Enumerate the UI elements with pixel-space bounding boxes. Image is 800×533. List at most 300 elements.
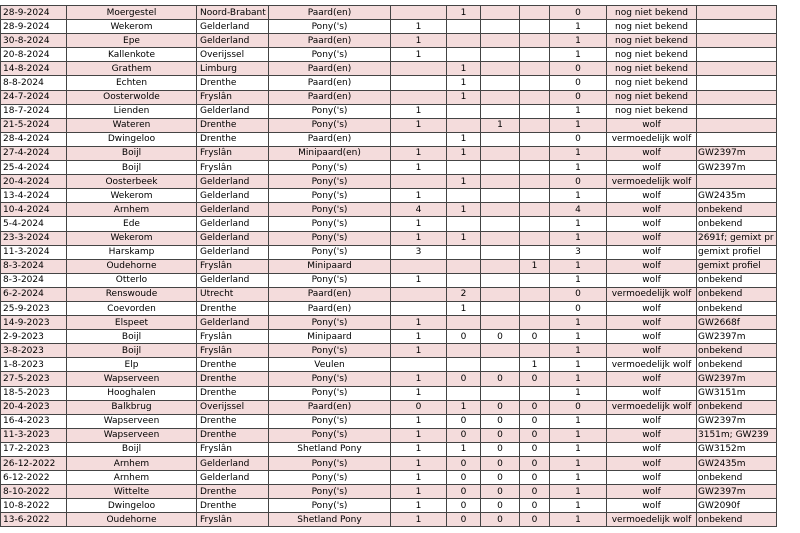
cell-date[interactable]: 21-5-2024 (1, 118, 67, 132)
cell-animal[interactable]: Pony('s) (269, 316, 391, 330)
cell-count-b[interactable]: 2 (447, 287, 481, 301)
cell-place[interactable]: Wekerom (67, 20, 197, 34)
cell-count-e[interactable]: 1 (550, 118, 607, 132)
cell-animal[interactable]: Pony('s) (269, 231, 391, 245)
cell-count-e[interactable]: 0 (550, 287, 607, 301)
cell-count-a[interactable] (391, 175, 447, 189)
cell-count-e[interactable]: 1 (550, 330, 607, 344)
cell-count-c[interactable]: 0 (481, 485, 520, 499)
cell-animal[interactable]: Paard(en) (269, 62, 391, 76)
cell-date[interactable]: 14-9-2023 (1, 316, 67, 330)
cell-place[interactable]: Wateren (67, 118, 197, 132)
cell-count-c[interactable] (481, 90, 520, 104)
cell-animal[interactable]: Pony('s) (269, 104, 391, 118)
cell-count-a[interactable]: 1 (391, 316, 447, 330)
cell-province[interactable]: Fryslân (197, 513, 269, 527)
cell-cause[interactable]: wolf (607, 344, 697, 358)
cell-count-b[interactable] (447, 20, 481, 34)
cell-count-d[interactable]: 0 (520, 513, 550, 527)
cell-count-d[interactable] (520, 189, 550, 203)
cell-count-d[interactable] (520, 161, 550, 175)
cell-count-b[interactable]: 0 (447, 457, 481, 471)
cell-count-b[interactable]: 0 (447, 372, 481, 386)
cell-count-d[interactable]: 0 (520, 457, 550, 471)
cell-province[interactable]: Drenthe (197, 118, 269, 132)
cell-count-d[interactable] (520, 217, 550, 231)
cell-date[interactable]: 16-4-2023 (1, 414, 67, 428)
cell-count-a[interactable]: 1 (391, 330, 447, 344)
cell-count-c[interactable]: 0 (481, 499, 520, 513)
cell-count-c[interactable] (481, 203, 520, 217)
cell-count-c[interactable]: 0 (481, 400, 520, 414)
cell-count-c[interactable] (481, 146, 520, 160)
cell-count-b[interactable]: 0 (447, 499, 481, 513)
cell-cause[interactable]: wolf (607, 499, 697, 513)
cell-count-a[interactable]: 1 (391, 386, 447, 400)
cell-count-d[interactable] (520, 301, 550, 315)
cell-place[interactable]: Wapserveen (67, 428, 197, 442)
cell-count-d[interactable] (520, 231, 550, 245)
cell-count-c[interactable] (481, 217, 520, 231)
cell-place[interactable]: Hooghalen (67, 386, 197, 400)
cell-count-c[interactable] (481, 6, 520, 20)
cell-count-e[interactable]: 1 (550, 513, 607, 527)
cell-count-c[interactable]: 0 (481, 457, 520, 471)
cell-wolf-id[interactable]: onbekend (697, 358, 777, 372)
cell-count-a[interactable]: 1 (391, 471, 447, 485)
cell-place[interactable]: Kallenkote (67, 48, 197, 62)
cell-cause[interactable]: nog niet bekend (607, 62, 697, 76)
cell-date[interactable]: 27-5-2023 (1, 372, 67, 386)
cell-animal[interactable]: Pony('s) (269, 499, 391, 513)
cell-date[interactable]: 13-4-2024 (1, 189, 67, 203)
cell-count-c[interactable]: 1 (481, 118, 520, 132)
cell-wolf-id[interactable]: gemixt profiel (697, 259, 777, 273)
cell-animal[interactable]: Pony('s) (269, 118, 391, 132)
cell-animal[interactable]: Shetland Pony (269, 442, 391, 456)
cell-province[interactable]: Fryslân (197, 344, 269, 358)
cell-count-c[interactable] (481, 344, 520, 358)
cell-cause[interactable]: wolf (607, 118, 697, 132)
cell-count-d[interactable]: 0 (520, 442, 550, 456)
cell-date[interactable]: 13-6-2022 (1, 513, 67, 527)
cell-count-a[interactable]: 1 (391, 231, 447, 245)
cell-cause[interactable]: wolf (607, 485, 697, 499)
cell-count-a[interactable] (391, 90, 447, 104)
cell-count-b[interactable]: 1 (447, 90, 481, 104)
cell-wolf-id[interactable]: onbekend (697, 513, 777, 527)
cell-date[interactable]: 11-3-2024 (1, 245, 67, 259)
cell-count-d[interactable] (520, 344, 550, 358)
cell-count-c[interactable] (481, 316, 520, 330)
cell-cause[interactable]: nog niet bekend (607, 48, 697, 62)
cell-count-d[interactable] (520, 245, 550, 259)
cell-count-d[interactable] (520, 62, 550, 76)
cell-count-e[interactable]: 1 (550, 34, 607, 48)
cell-count-c[interactable]: 0 (481, 513, 520, 527)
cell-count-e[interactable]: 1 (550, 386, 607, 400)
cell-count-d[interactable] (520, 34, 550, 48)
cell-count-d[interactable] (520, 132, 550, 146)
cell-cause[interactable]: nog niet bekend (607, 20, 697, 34)
cell-wolf-id[interactable] (697, 76, 777, 90)
cell-province[interactable]: Drenthe (197, 414, 269, 428)
cell-wolf-id[interactable] (697, 132, 777, 146)
cell-cause[interactable]: wolf (607, 146, 697, 160)
cell-place[interactable]: Arnhem (67, 203, 197, 217)
cell-count-a[interactable]: 1 (391, 189, 447, 203)
cell-count-e[interactable]: 0 (550, 6, 607, 20)
cell-province[interactable]: Gelderland (197, 316, 269, 330)
cell-count-e[interactable]: 1 (550, 231, 607, 245)
cell-count-b[interactable] (447, 118, 481, 132)
cell-count-b[interactable]: 1 (447, 62, 481, 76)
cell-place[interactable]: Wekerom (67, 231, 197, 245)
cell-count-c[interactable] (481, 287, 520, 301)
cell-count-a[interactable]: 3 (391, 245, 447, 259)
cell-count-d[interactable] (520, 146, 550, 160)
cell-place[interactable]: Boijl (67, 146, 197, 160)
cell-count-a[interactable]: 1 (391, 485, 447, 499)
cell-wolf-id[interactable]: GW2397m (697, 330, 777, 344)
cell-province[interactable]: Drenthe (197, 485, 269, 499)
cell-place[interactable]: Elspeet (67, 316, 197, 330)
cell-date[interactable]: 8-3-2024 (1, 273, 67, 287)
cell-cause[interactable]: vermoedelijk wolf (607, 287, 697, 301)
cell-cause[interactable]: wolf (607, 189, 697, 203)
cell-place[interactable]: Boijl (67, 344, 197, 358)
cell-date[interactable]: 24-7-2024 (1, 90, 67, 104)
cell-wolf-id[interactable] (697, 6, 777, 20)
cell-count-a[interactable]: 1 (391, 273, 447, 287)
cell-wolf-id[interactable]: GW2397m (697, 414, 777, 428)
cell-animal[interactable]: Pony('s) (269, 273, 391, 287)
cell-count-e[interactable]: 0 (550, 132, 607, 146)
cell-count-b[interactable] (447, 386, 481, 400)
cell-animal[interactable]: Pony('s) (269, 20, 391, 34)
cell-animal[interactable]: Paard(en) (269, 400, 391, 414)
cell-wolf-id[interactable] (697, 175, 777, 189)
cell-count-e[interactable]: 1 (550, 428, 607, 442)
cell-wolf-id[interactable]: GW2668f (697, 316, 777, 330)
cell-count-c[interactable] (481, 34, 520, 48)
cell-province[interactable]: Gelderland (197, 20, 269, 34)
cell-count-d[interactable]: 0 (520, 499, 550, 513)
cell-count-c[interactable]: 0 (481, 330, 520, 344)
cell-count-e[interactable]: 1 (550, 471, 607, 485)
cell-count-c[interactable] (481, 161, 520, 175)
cell-cause[interactable]: wolf (607, 442, 697, 456)
cell-wolf-id[interactable]: onbekend (697, 273, 777, 287)
cell-count-b[interactable]: 1 (447, 400, 481, 414)
cell-province[interactable]: Drenthe (197, 428, 269, 442)
cell-animal[interactable]: Pony('s) (269, 372, 391, 386)
cell-count-c[interactable] (481, 301, 520, 315)
cell-count-c[interactable] (481, 62, 520, 76)
cell-place[interactable]: Elp (67, 358, 197, 372)
cell-count-e[interactable]: 1 (550, 344, 607, 358)
cell-animal[interactable]: Pony('s) (269, 457, 391, 471)
cell-province[interactable]: Drenthe (197, 499, 269, 513)
cell-count-e[interactable]: 0 (550, 301, 607, 315)
cell-wolf-id[interactable]: GW2397m (697, 372, 777, 386)
cell-animal[interactable]: Pony('s) (269, 189, 391, 203)
cell-date[interactable]: 28-9-2024 (1, 20, 67, 34)
cell-place[interactable]: Renswoude (67, 287, 197, 301)
cell-count-d[interactable]: 1 (520, 358, 550, 372)
cell-wolf-id[interactable]: GW2090f (697, 499, 777, 513)
cell-wolf-id[interactable]: GW2435m (697, 189, 777, 203)
cell-count-e[interactable]: 1 (550, 217, 607, 231)
cell-animal[interactable]: Pony('s) (269, 344, 391, 358)
cell-place[interactable]: Boijl (67, 442, 197, 456)
cell-count-c[interactable] (481, 386, 520, 400)
cell-province[interactable]: Gelderland (197, 175, 269, 189)
cell-count-d[interactable]: 0 (520, 400, 550, 414)
cell-count-e[interactable]: 1 (550, 20, 607, 34)
cell-count-e[interactable]: 1 (550, 358, 607, 372)
cell-count-c[interactable] (481, 175, 520, 189)
cell-date[interactable]: 8-10-2022 (1, 485, 67, 499)
cell-date[interactable]: 8-3-2024 (1, 259, 67, 273)
cell-count-e[interactable]: 3 (550, 245, 607, 259)
cell-place[interactable]: Wapserveen (67, 372, 197, 386)
cell-cause[interactable]: vermoedelijk wolf (607, 513, 697, 527)
cell-count-d[interactable] (520, 287, 550, 301)
cell-cause[interactable]: wolf (607, 457, 697, 471)
cell-place[interactable]: Arnhem (67, 471, 197, 485)
cell-count-c[interactable] (481, 273, 520, 287)
cell-province[interactable]: Limburg (197, 62, 269, 76)
cell-count-d[interactable] (520, 6, 550, 20)
cell-count-d[interactable] (520, 48, 550, 62)
cell-animal[interactable]: Pony('s) (269, 175, 391, 189)
cell-count-e[interactable]: 1 (550, 161, 607, 175)
cell-cause[interactable]: wolf (607, 316, 697, 330)
cell-count-d[interactable] (520, 118, 550, 132)
cell-count-b[interactable] (447, 48, 481, 62)
cell-count-b[interactable]: 1 (447, 442, 481, 456)
cell-wolf-id[interactable]: GW2397m (697, 146, 777, 160)
cell-count-b[interactable] (447, 259, 481, 273)
cell-count-a[interactable]: 1 (391, 428, 447, 442)
cell-date[interactable]: 17-2-2023 (1, 442, 67, 456)
cell-count-e[interactable]: 0 (550, 90, 607, 104)
cell-cause[interactable]: wolf (607, 217, 697, 231)
cell-count-a[interactable]: 1 (391, 48, 447, 62)
cell-count-b[interactable] (447, 217, 481, 231)
cell-place[interactable]: Epe (67, 34, 197, 48)
cell-place[interactable]: Echten (67, 76, 197, 90)
cell-province[interactable]: Fryslân (197, 90, 269, 104)
cell-place[interactable]: Arnhem (67, 457, 197, 471)
cell-date[interactable]: 8-8-2024 (1, 76, 67, 90)
cell-province[interactable]: Drenthe (197, 301, 269, 315)
cell-province[interactable]: Gelderland (197, 245, 269, 259)
cell-cause[interactable]: wolf (607, 301, 697, 315)
cell-count-e[interactable]: 1 (550, 48, 607, 62)
cell-count-c[interactable] (481, 245, 520, 259)
cell-wolf-id[interactable]: onbekend (697, 287, 777, 301)
cell-count-b[interactable] (447, 104, 481, 118)
cell-date[interactable]: 6-2-2024 (1, 287, 67, 301)
cell-count-d[interactable]: 0 (520, 485, 550, 499)
cell-count-b[interactable]: 0 (447, 330, 481, 344)
cell-date[interactable]: 20-4-2023 (1, 400, 67, 414)
cell-date[interactable]: 10-8-2022 (1, 499, 67, 513)
cell-cause[interactable]: nog niet bekend (607, 104, 697, 118)
cell-province[interactable]: Gelderland (197, 231, 269, 245)
cell-count-a[interactable]: 4 (391, 203, 447, 217)
cell-count-c[interactable] (481, 231, 520, 245)
cell-date[interactable]: 20-4-2024 (1, 175, 67, 189)
cell-count-c[interactable]: 0 (481, 414, 520, 428)
cell-count-b[interactable]: 0 (447, 513, 481, 527)
cell-wolf-id[interactable]: GW2435m (697, 457, 777, 471)
cell-count-a[interactable]: 1 (391, 414, 447, 428)
cell-animal[interactable]: Pony('s) (269, 161, 391, 175)
cell-count-d[interactable] (520, 20, 550, 34)
cell-wolf-id[interactable] (697, 118, 777, 132)
cell-wolf-id[interactable]: onbekend (697, 471, 777, 485)
cell-count-c[interactable] (481, 358, 520, 372)
cell-count-d[interactable] (520, 90, 550, 104)
cell-count-a[interactable]: 1 (391, 161, 447, 175)
cell-count-a[interactable]: 1 (391, 442, 447, 456)
cell-place[interactable]: Moergestel (67, 6, 197, 20)
cell-date[interactable]: 3-8-2023 (1, 344, 67, 358)
cell-wolf-id[interactable]: GW2397m (697, 485, 777, 499)
cell-count-d[interactable] (520, 175, 550, 189)
cell-cause[interactable]: vermoedelijk wolf (607, 400, 697, 414)
cell-wolf-id[interactable]: onbekend (697, 344, 777, 358)
cell-count-e[interactable]: 1 (550, 273, 607, 287)
cell-count-e[interactable]: 0 (550, 76, 607, 90)
cell-date[interactable]: 5-4-2024 (1, 217, 67, 231)
cell-cause[interactable]: nog niet bekend (607, 6, 697, 20)
cell-province[interactable]: Drenthe (197, 386, 269, 400)
cell-cause[interactable]: wolf (607, 161, 697, 175)
cell-count-a[interactable] (391, 6, 447, 20)
cell-province[interactable]: Gelderland (197, 217, 269, 231)
cell-count-e[interactable]: 0 (550, 62, 607, 76)
cell-wolf-id[interactable]: onbekend (697, 301, 777, 315)
cell-wolf-id[interactable]: GW3152m (697, 442, 777, 456)
cell-wolf-id[interactable]: gemixt profiel (697, 245, 777, 259)
cell-count-c[interactable] (481, 189, 520, 203)
cell-count-a[interactable] (391, 259, 447, 273)
cell-cause[interactable]: nog niet bekend (607, 76, 697, 90)
cell-date[interactable]: 10-4-2024 (1, 203, 67, 217)
cell-count-b[interactable] (447, 161, 481, 175)
cell-date[interactable]: 28-4-2024 (1, 132, 67, 146)
cell-province[interactable]: Gelderland (197, 203, 269, 217)
cell-place[interactable]: Coevorden (67, 301, 197, 315)
cell-count-a[interactable]: 1 (391, 457, 447, 471)
cell-wolf-id[interactable]: onbekend (697, 217, 777, 231)
cell-count-c[interactable] (481, 132, 520, 146)
cell-animal[interactable]: Minipaard (269, 259, 391, 273)
cell-count-a[interactable] (391, 62, 447, 76)
cell-place[interactable]: Oudehorne (67, 259, 197, 273)
cell-count-d[interactable]: 0 (520, 471, 550, 485)
cell-province[interactable]: Gelderland (197, 34, 269, 48)
cell-date[interactable]: 23-3-2024 (1, 231, 67, 245)
cell-province[interactable]: Drenthe (197, 372, 269, 386)
cell-animal[interactable]: Pony('s) (269, 471, 391, 485)
cell-count-b[interactable]: 1 (447, 175, 481, 189)
cell-animal[interactable]: Paard(en) (269, 76, 391, 90)
cell-date[interactable]: 26-12-2022 (1, 457, 67, 471)
cell-count-e[interactable]: 1 (550, 457, 607, 471)
cell-wolf-id[interactable] (697, 34, 777, 48)
cell-place[interactable]: Boijl (67, 161, 197, 175)
cell-count-e[interactable]: 4 (550, 203, 607, 217)
cell-count-d[interactable] (520, 203, 550, 217)
cell-province[interactable]: Gelderland (197, 273, 269, 287)
cell-count-b[interactable]: 1 (447, 146, 481, 160)
cell-place[interactable]: Lienden (67, 104, 197, 118)
cell-count-d[interactable]: 0 (520, 428, 550, 442)
cell-animal[interactable]: Veulen (269, 358, 391, 372)
cell-province[interactable]: Fryslân (197, 442, 269, 456)
cell-cause[interactable]: wolf (607, 414, 697, 428)
cell-date[interactable]: 30-8-2024 (1, 34, 67, 48)
cell-count-e[interactable]: 1 (550, 316, 607, 330)
cell-province[interactable]: Overijssel (197, 48, 269, 62)
cell-count-a[interactable] (391, 301, 447, 315)
cell-count-b[interactable] (447, 344, 481, 358)
cell-place[interactable]: Wittelte (67, 485, 197, 499)
cell-animal[interactable]: Pony('s) (269, 48, 391, 62)
cell-animal[interactable]: Pony('s) (269, 245, 391, 259)
cell-animal[interactable]: Paard(en) (269, 132, 391, 146)
cell-count-c[interactable]: 0 (481, 428, 520, 442)
cell-count-a[interactable]: 1 (391, 104, 447, 118)
cell-count-b[interactable]: 0 (447, 428, 481, 442)
cell-wolf-id[interactable]: GW3151m (697, 386, 777, 400)
cell-count-c[interactable] (481, 20, 520, 34)
cell-animal[interactable]: Pony('s) (269, 428, 391, 442)
cell-place[interactable]: Wekerom (67, 189, 197, 203)
cell-count-b[interactable]: 1 (447, 301, 481, 315)
cell-count-a[interactable]: 1 (391, 34, 447, 48)
cell-date[interactable]: 14-8-2024 (1, 62, 67, 76)
cell-date[interactable]: 28-9-2024 (1, 6, 67, 20)
cell-animal[interactable]: Pony('s) (269, 485, 391, 499)
cell-wolf-id[interactable] (697, 104, 777, 118)
cell-date[interactable]: 2-9-2023 (1, 330, 67, 344)
cell-count-b[interactable]: 1 (447, 6, 481, 20)
cell-wolf-id[interactable] (697, 48, 777, 62)
cell-cause[interactable]: wolf (607, 330, 697, 344)
cell-count-c[interactable] (481, 76, 520, 90)
cell-place[interactable]: Harskamp (67, 245, 197, 259)
cell-animal[interactable]: Paard(en) (269, 301, 391, 315)
cell-count-d[interactable] (520, 76, 550, 90)
cell-cause[interactable]: vermoedelijk wolf (607, 358, 697, 372)
cell-date[interactable]: 18-5-2023 (1, 386, 67, 400)
cell-count-b[interactable]: 1 (447, 231, 481, 245)
cell-count-c[interactable] (481, 48, 520, 62)
cell-cause[interactable]: wolf (607, 259, 697, 273)
cell-animal[interactable]: Minipaard (269, 330, 391, 344)
cell-count-e[interactable]: 1 (550, 259, 607, 273)
cell-place[interactable]: Ede (67, 217, 197, 231)
cell-cause[interactable]: nog niet bekend (607, 90, 697, 104)
cell-count-d[interactable]: 0 (520, 372, 550, 386)
cell-wolf-id[interactable]: onbekend (697, 203, 777, 217)
